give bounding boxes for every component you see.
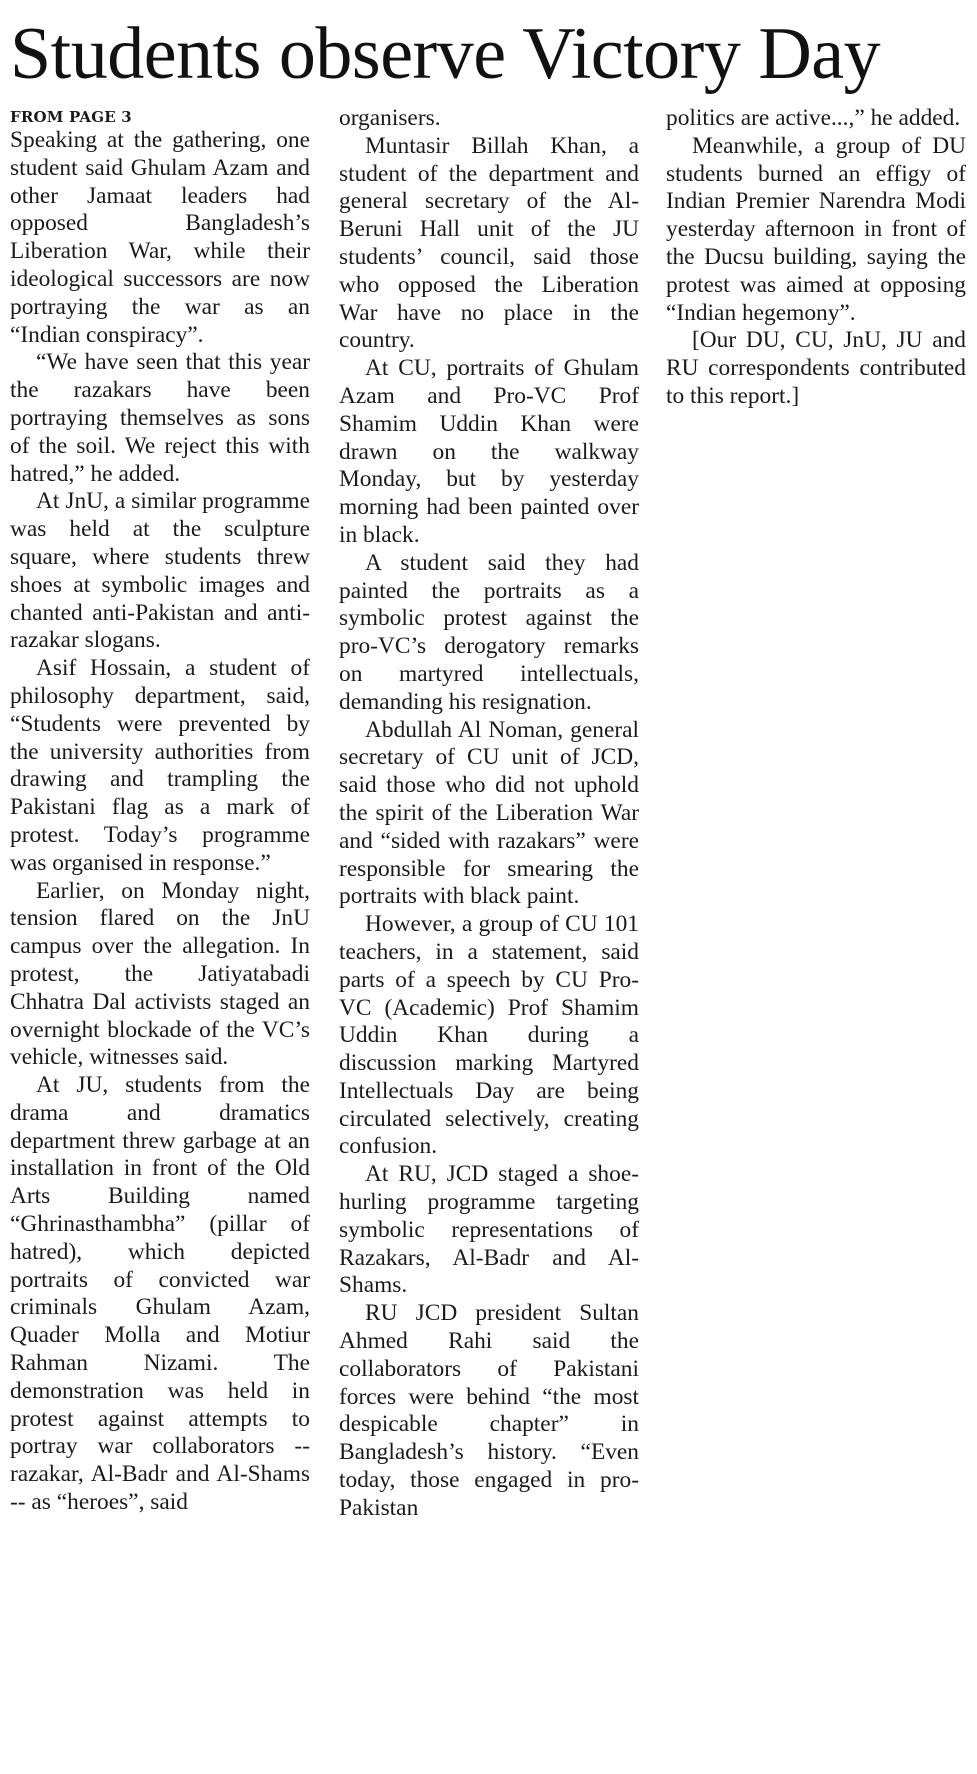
article-paragraph: At RU, JCD staged a shoe-hurling programme targeting symbolic representations of Razakars, Al-Badr and Al-Shams. [339,1161,639,1299]
article-paragraph: organisers. [339,105,441,131]
article-column-2 [339,105,639,1760]
article-paragraph: At CU, portraits of Ghulam Azam and Pro-VC Prof Shamim Uddin Khan were drawn on the walkway Monday, but by yesterday morning had been painted over in black. [339,355,639,548]
article-paragraph: [Our DU, CU, JnU, JU and RU correspondents contributed to this report.] [666,327,966,409]
article-paragraph: Abdullah Al Noman, general secretary of CU unit of JCD, said those who did not uphold the spirit of the Liberation War and “sided with razakars” were responsible for smearing the portraits with black paint. [339,716,639,910]
article-paragraph: “We have seen that this year the razakars have been portraying themselves as sons of the soil. We reject this with hatred,” he added. [10,349,310,487]
article-paragraph: However, a group of CU 101 teachers, in a statement, said parts of a speech by CU Pro-VC (Academic) Prof Shamim Uddin Khan during a discussion marking Martyred Intellectuals Day are being circulated selectively, creating confusion. [339,911,639,1160]
article-paragraph: Asif Hossain, a student of philosophy department, said, “Students were prevented by the university authorities from drawing and trampling the Pakistani flag as a mark of protest. Today’s programme was organised in response.” [10,655,310,876]
headline: Students observe Victory Day [10,13,881,95]
article-paragraph: politics are active...,” he added. [666,105,961,131]
article-paragraph: Earlier, on Monday night, tension flared on the JnU campus over the allegation. In protest, the Jatiyatabadi Chhatra Dal activists staged an overnight blockade of the VC’s vehicle, witnesses said. [10,877,310,1071]
article-column-3 [666,105,966,505]
article-column-1 [10,107,310,1757]
article-paragraph: Muntasir Billah Khan, a student of the department and general secretary of the Al-Beruni Hall unit of the JU students’ council, said those who opposed the Liberation War have no place in the country. [339,132,639,354]
article-paragraph: Speaking at the gathering, one student said Ghulam Azam and other Jamaat leaders had opposed Bangladesh’s Liberation War, while their ideological successors are now portraying the war as an “Indian conspiracy”. [10,127,310,348]
article-paragraph: RU JCD president Sultan Ahmed Rahi said the collaborators of Pakistani forces were behind “the most despicable chapter” in Bangladesh’s history. “Even today, those engaged in pro-Pakistan [339,1300,639,1521]
continuation-kicker: FROM PAGE 3 [10,108,132,126]
article-paragraph: At JnU, a similar programme was held at the sculpture square, where students threw shoes at symbolic images and chanted anti-Pakistan and anti-razakar slogans. [10,488,310,654]
article-paragraph: Meanwhile, a group of DU students burned an effigy of Indian Premier Narendra Modi yesterday afternoon in front of the Ducsu building, saying the protest was aimed at opposing “Indian hegemony”. [666,132,966,326]
article-paragraph: A student said they had painted the portraits as a symbolic protest against the pro-VC’s derogatory remarks on martyred intellectuals, demanding his resignation. [339,549,639,715]
article-paragraph: At JU, students from the drama and dramatics department threw garbage at an installation in front of the Old Arts Building named “Ghrinasthambha” (pillar of hatred), which depicted portraits of convicted war criminals Ghulam Azam, Quader Molla and Motiur Rahman Nizami. The demonstration was held in protest against attempts to portray war collaborators -- razakar, Al-Badr and Al-Shams -- as “heroes”, said [10,1072,310,1516]
